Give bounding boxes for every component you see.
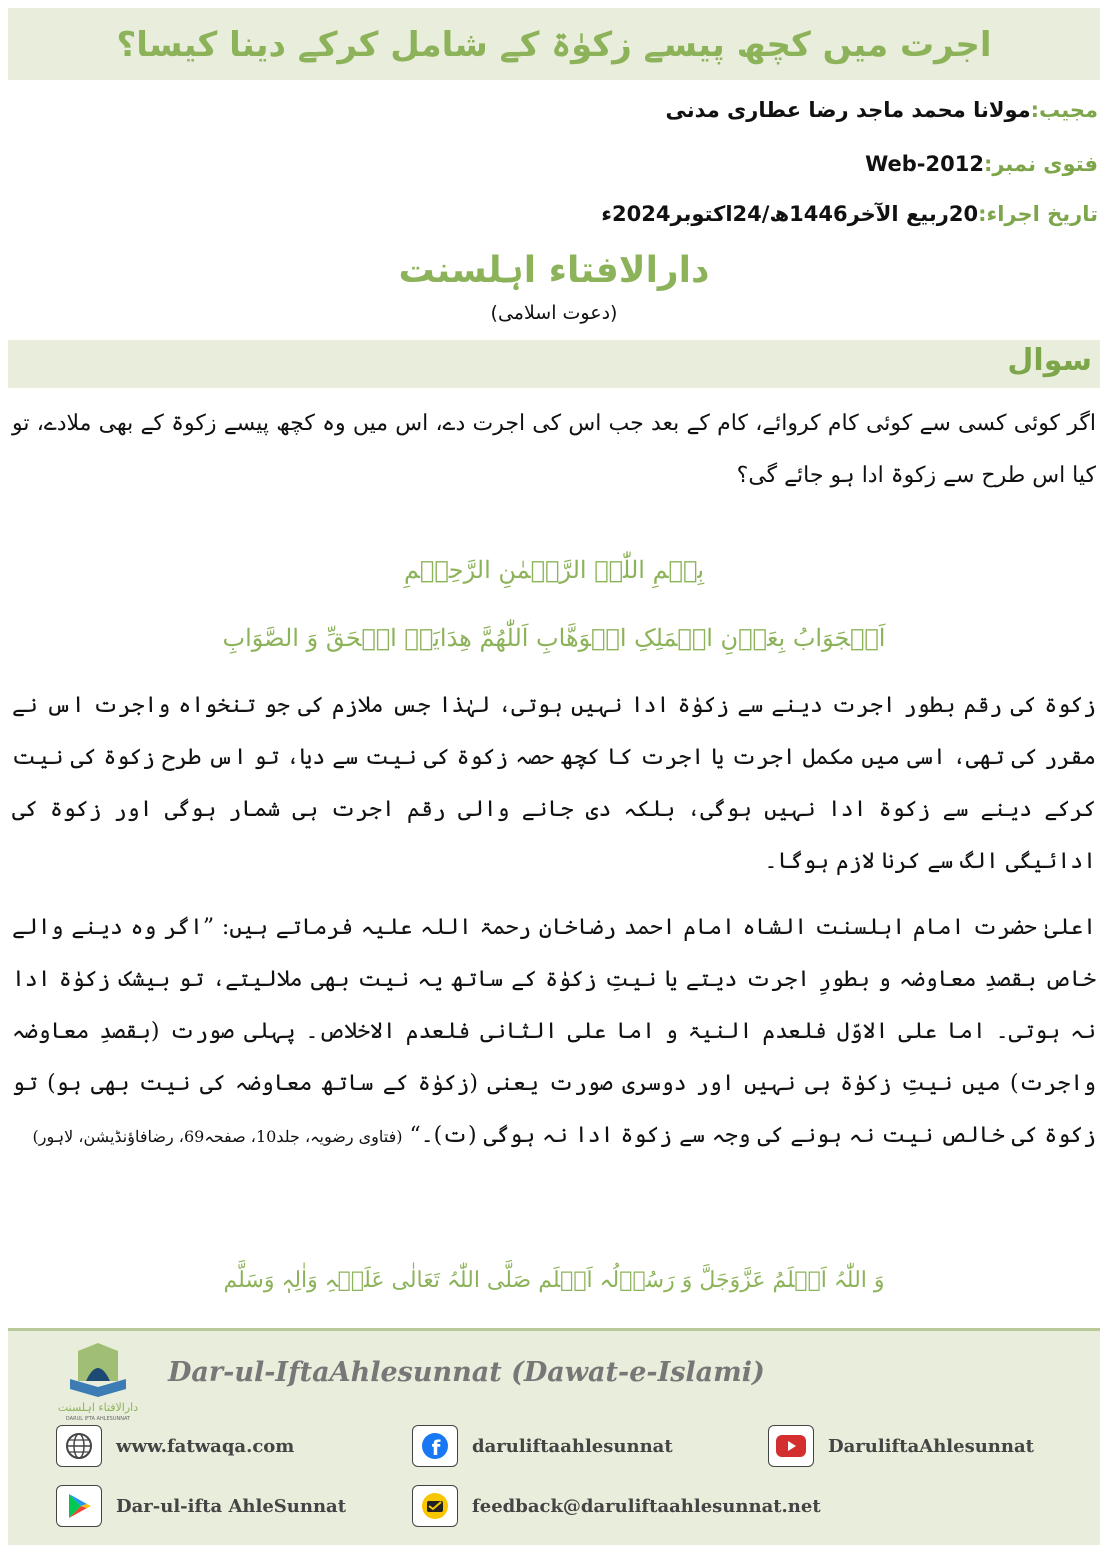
playstore-text: Dar-ul-ifta AhleSunnat xyxy=(116,1495,347,1517)
globe-icon xyxy=(56,1425,102,1467)
email-link[interactable] xyxy=(412,1481,821,1531)
fatwa-number-value: Web-2012 xyxy=(865,152,984,176)
footer-brand: Dar-ul-IftaAhlesunnat (Dawat-e-Islami) xyxy=(168,1357,765,1388)
jawab-opening: اَلۡجَوَابُ بِعَوۡنِ الۡمَلِکِ الۡوَھَّابِ اَللّٰھُمَّ ھِدَایَۃَ الۡحَقِّ وَ الصَّوَابِ xyxy=(222,624,886,652)
darul-ifta-logo xyxy=(48,1341,148,1421)
website-text: www.fatwaqa.com xyxy=(116,1435,295,1457)
issue-date-line xyxy=(601,202,1098,226)
answer-paragraph-2 xyxy=(12,902,1096,1214)
mujeeb-line xyxy=(665,98,1098,122)
darul-ifta-subtitle: (دعوت اسلامی) xyxy=(490,302,618,324)
footer xyxy=(8,1328,1100,1545)
youtube-link[interactable] xyxy=(768,1421,1034,1471)
email-text: feedback@daruliftaahlesunnat.net xyxy=(472,1495,821,1517)
title-bar xyxy=(8,8,1100,80)
facebook-text: daruliftaahlesunnat xyxy=(472,1435,673,1457)
play-store-icon xyxy=(56,1485,102,1527)
svg-text:f: f xyxy=(431,1436,441,1460)
logo-text: دارالافتاء اہلسنت xyxy=(57,1401,139,1414)
issue-date-label: تاریخ اجراء: xyxy=(978,202,1098,226)
mujeeb-value: مولانا محمد ماجد رضا عطاری مدنی xyxy=(665,98,1031,122)
question-text: اگر کوئی کسی سے کوئی کام کروائے، کام کے بعد جب اس کی اجرت دے، اس میں وہ کچھ پیسے زکوۃ کے بھی ملادے، تو کیا اس طرح سے زکوۃ ادا ہو جائے گی؟ xyxy=(12,411,1096,488)
website-link[interactable] xyxy=(56,1421,294,1471)
logo-subtext: DARUL IFTA AHLESUNNAT xyxy=(65,1416,131,1421)
fatwa-number-label: فتوی نمبر: xyxy=(983,152,1098,176)
playstore-link[interactable] xyxy=(56,1481,346,1531)
quote-text: اعلیٰ حضرت امام اہلسنت الشاہ امام احمد رضاخان رحمۃ اللہ علیہ فرماتے ہیں: ”اگر وہ دینے والے خاص بقصدِ معاوضہ و بطورِ اجرت دیتے یا نیتِ زکوٰۃ کے ساتھ یہ نیت بھی ملالیتے، تو بیشک زکوٰۃ ادا نہ ہوتی۔ اما علی الاوّل فلعدم النیۃ و اما علی الثانی فلعدم الاخلاص۔ پہلی صورت (بقصدِ معاوضہ واجرت) میں نیتِ زکوٰۃ ہی نہیں اور دوسری صورت یعنی (زکوٰۃ کے ساتھ معاوضہ کی نیت بھی ہو) تو زکوۃ کی خالص نیت نہ ہونے کی وجہ سے زکوۃ ادا نہ ہوگی (ت)۔“ xyxy=(12,915,1096,1148)
closing-dua: وَ اللّٰہُ اَعۡلَمُ عَزَّوَجَلَّ وَ رَسُوۡلُہ اَعۡلَم صَلَّی اللّٰہُ تَعَالٰی عَلَیۡہِ وَاٰلِہٖ وَسَلَّم xyxy=(223,1268,885,1293)
page-title: اجرت میں کچھ پیسے زکوٰۃ کے شامل کرکے دینا کیسا؟ xyxy=(116,24,992,65)
issue-date-value: 20ربیع الآخر1446ھ/24اکتوبر2024ء xyxy=(601,202,979,226)
feedback-mail-icon xyxy=(412,1485,458,1527)
section-label: سوال xyxy=(1007,343,1092,378)
section-bar xyxy=(8,340,1100,388)
answer-paragraph-1: زکوۃ کی رقم بطور اجرت دینے سے زکوٰۃ ادا نہیں ہوتی، لہٰذا جس ملازم کی جو تنخواہ واجرت اس نے مقرر کی تھی، اسی میں مکمل اجرت یا اجرت کا کچھ حصہ زکوۃ کی نیت سے دیا، تو اس طرح زکوۃ کی نیت کرکے دینے سے زکوۃ ادا نہیں ہوگی، بلکہ دی جانے والی رقم اجرت ہی شمار ہوگی اور زکوۃ کی ادائیگی الگ سے کرنا لازم ہوگا۔ xyxy=(12,693,1096,874)
youtube-icon xyxy=(768,1425,814,1467)
fatwa-number-line xyxy=(865,152,1098,176)
facebook-link[interactable] xyxy=(412,1421,673,1471)
mujeeb-label: مجیب: xyxy=(1030,98,1098,122)
reference-citation: (فتاوی رضویہ، جلد10، صفحہ69، رضافاؤنڈیشن، لاہور) xyxy=(32,1127,403,1146)
facebook-icon xyxy=(412,1425,458,1467)
bismillah: بِسۡمِ اللّٰہِ الرَّحۡمٰنِ الرَّحِیۡمِ xyxy=(403,556,705,584)
youtube-text: DaruliftaAhlesunnat xyxy=(828,1435,1034,1457)
darul-ifta-title: دارالافتاء اہلسنت xyxy=(398,250,710,291)
